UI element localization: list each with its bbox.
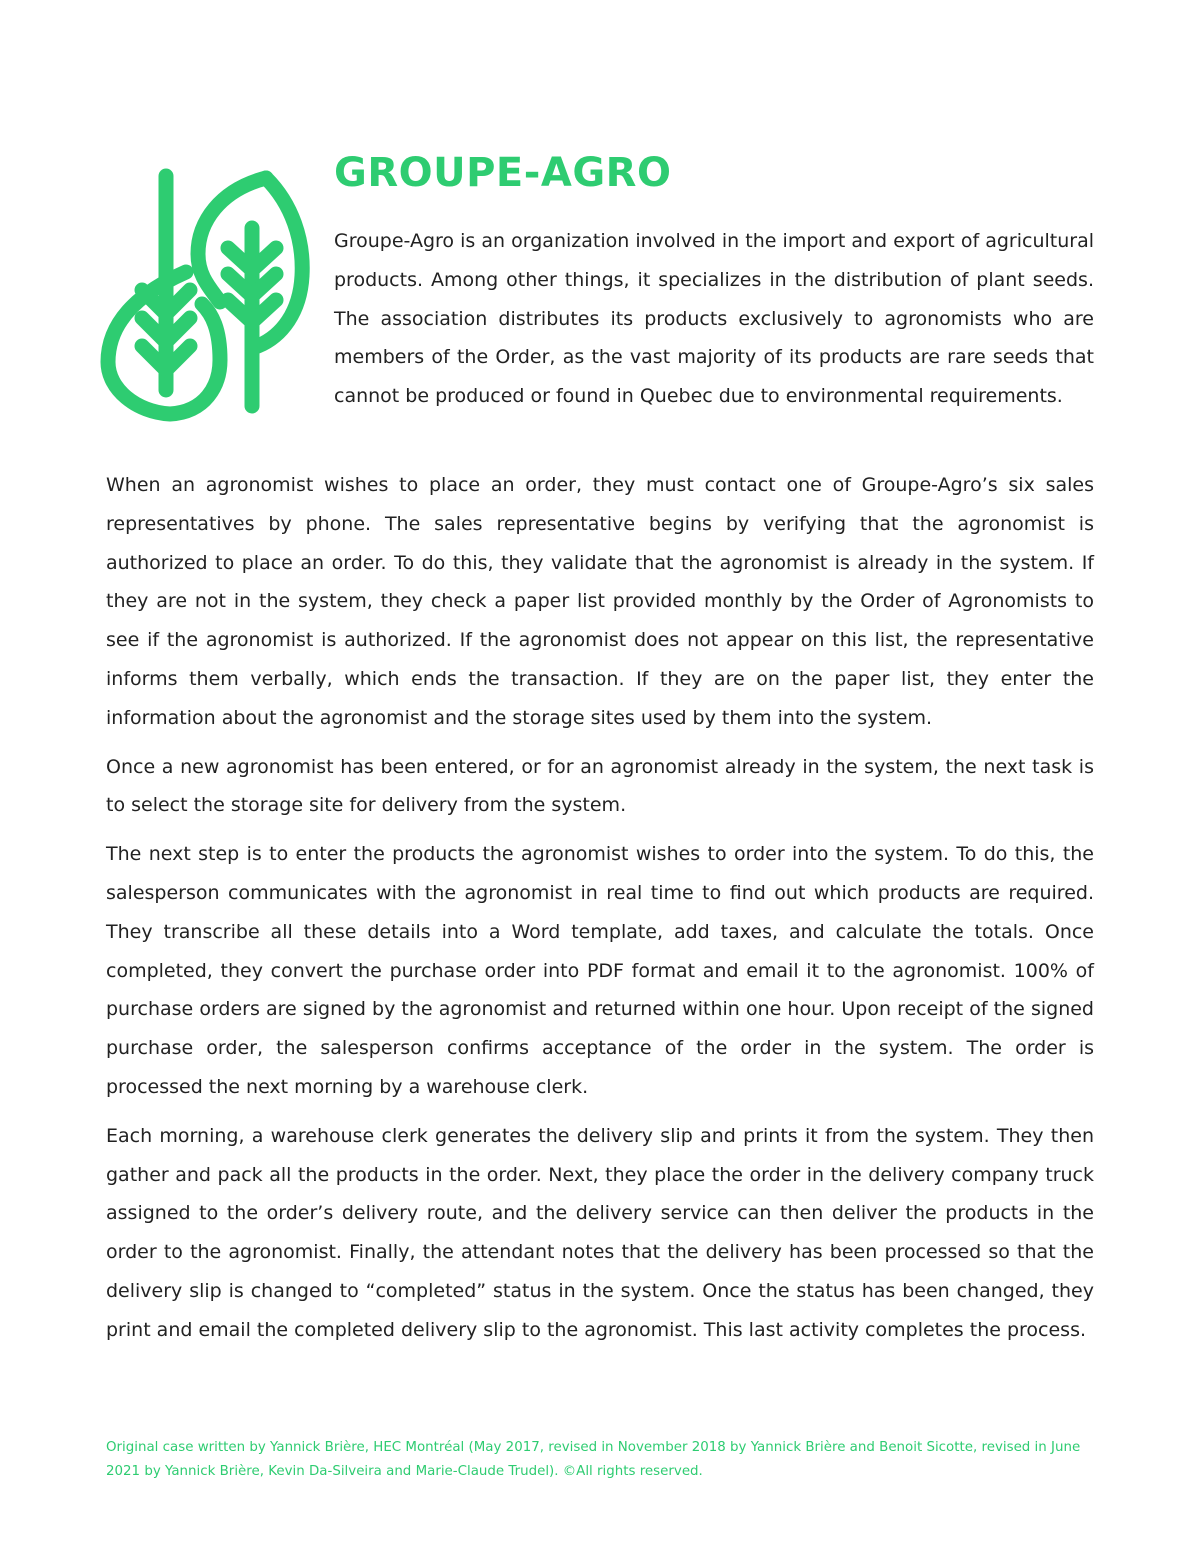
body-paragraph: When an agronomist wishes to place an order, they must contact one of Groupe-Agro’s six sales representatives by phone. The sales representative begins by verifying that the agronomist is authorized to place an order. To do this, they validate that the agronomist is already in the system. If they are not in the system, they check a paper list provided monthly by the Order of Agronomists to see if the agronomist is authorized. If the agronomist does not appear on this list, the representative informs them verbally, which ends the transaction. If they are on the paper list, they enter the information about the agronomist and the storage sites used by them into the system. (106, 474, 1094, 729)
body-paragraph: The next step is to enter the products the agronomist wishes to order into the system. To do this, the salesperson communicates with the agronomist in real time to find out which products are required. They transcribe all these details into a Word template, add taxes, and calculate the totals. Once completed, they convert the purchase order into PDF format and email it to the agronomist. 100% of purchase orders are signed by the agronomist and returned within one hour. Upon receipt of the signed purchase order, the salesperson confirms acceptance of the order in the system. The order is processed the next morning by a warehouse clerk. (106, 843, 1094, 1098)
document-body (106, 466, 1094, 1360)
twin-leaves-logo-icon (100, 164, 310, 424)
body-paragraph: Each morning, a warehouse clerk generates the delivery slip and prints it from the system. They then gather and pack all the products in the order. Next, they place the order in the delivery company truck assigned to the order’s delivery route, and the delivery service can then deliver the products in the order to the agronomist. Finally, the attendant notes that the delivery has been processed so that the delivery slip is changed to “completed” status in the system. Once the status has been changed, they print and email the completed delivery slip to the agronomist. This last activity completes the process. (106, 1124, 1094, 1341)
page-title: GROUPE-AGRO (334, 150, 672, 196)
body-paragraph: Once a new agronomist has been entered, or for an agronomist already in the system, the next task is to select the storage site for delivery from the system. (106, 755, 1094, 817)
intro-paragraph: Groupe-Agro is an organization involved in the import and export of agricultural products. Among other things, it specializes in the distribution of plant seeds. The association distributes its products exclusively to agronomists who are members of the Order, as the vast majority of its products are rare seeds that cannot be produced or found in Quebec due to environmental requirements. (334, 230, 1094, 408)
footer-credits: Original case written by Yannick Brière, HEC Montréal (May 2017, revised in November 2018 by Yannick Brière and Benoit Sicotte, revised in June 2021 by Yannick Brière, Kevin Da-Silveira and Marie-Claude Trudel). ©All rights reserved. (106, 1440, 1081, 1479)
